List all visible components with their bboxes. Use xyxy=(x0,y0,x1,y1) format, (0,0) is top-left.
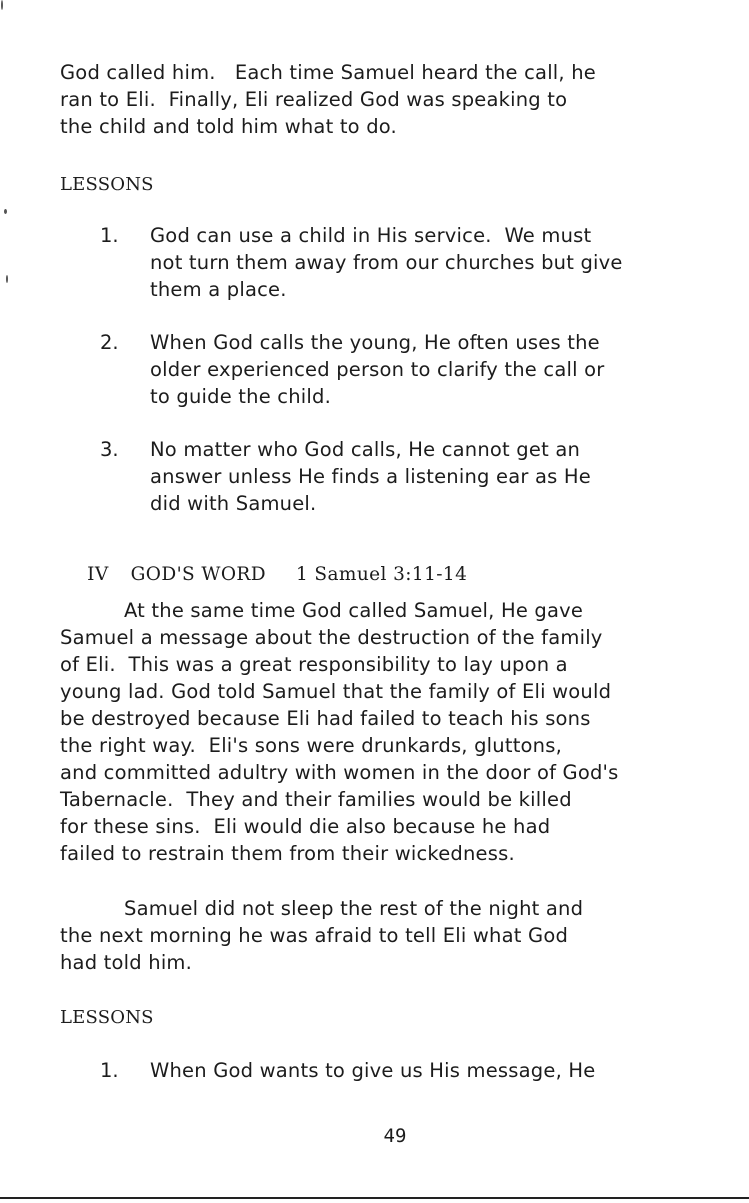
lessons-heading xyxy=(60,1004,720,1031)
lesson-number: 1. xyxy=(100,224,119,247)
lesson-line: No matter who God calls, He cannot get an xyxy=(150,438,581,461)
lesson-line: not turn them away from our churches but give xyxy=(150,251,623,274)
scan-speck xyxy=(6,275,8,283)
lesson-line: older experienced person to clarify the call or xyxy=(150,358,605,381)
lessons-heading xyxy=(60,171,720,198)
scan-speck xyxy=(4,209,7,214)
paragraph-line: young lad. God told Samuel that the family of Eli would xyxy=(60,680,612,703)
lesson-number: 1. xyxy=(100,1059,119,1082)
paragraph-line: of Eli. This was a great responsibility to lay upon a xyxy=(60,653,568,676)
lesson-text xyxy=(150,436,730,517)
lesson-text xyxy=(150,329,730,410)
paragraph-line: the next morning he was afraid to tell Eli what God xyxy=(60,924,569,947)
paragraph-line: the right way. Eli's sons were drunkards, gluttons, xyxy=(60,734,562,757)
intro-paragraph xyxy=(60,59,720,140)
lesson-line: them a place. xyxy=(150,278,287,301)
lesson-line: did with Samuel. xyxy=(150,492,317,515)
lessons-heading-text: LESSONS xyxy=(60,174,154,195)
body-paragraph xyxy=(60,597,720,867)
paragraph-line: failed to restrain them from their wickedness. xyxy=(60,842,515,865)
page-edge-line xyxy=(0,1197,749,1199)
lesson-line: answer unless He finds a listening ear as He xyxy=(150,465,591,488)
lesson-text xyxy=(150,1057,730,1084)
lesson-number: 2. xyxy=(100,331,119,354)
lesson-line: When God calls the young, He often uses the xyxy=(150,331,600,354)
page-number: 49 xyxy=(383,1125,407,1147)
lesson-line: to guide the child. xyxy=(150,385,331,408)
lesson-line: God can use a child in His service. We must xyxy=(150,224,592,247)
paragraph-line: and committed adultry with women in the door of God's xyxy=(60,761,619,784)
lessons-heading-text: LESSONS xyxy=(60,1007,154,1028)
intro-line: God called him. Each time Samuel heard the call, he xyxy=(60,61,596,84)
paragraph-line: be destroyed because Eli had failed to teach his sons xyxy=(60,707,591,730)
scripture-reference: 1 Samuel 3:11-14 xyxy=(295,564,468,585)
body-paragraph xyxy=(60,895,720,976)
scan-speck xyxy=(1,0,3,10)
lesson-number: 3. xyxy=(100,438,119,461)
paragraph-line: had told him. xyxy=(60,951,193,974)
paragraph-line: Samuel a message about the destruction of the family xyxy=(60,626,603,649)
lesson-text xyxy=(150,222,730,303)
intro-line: the child and told him what to do. xyxy=(60,115,397,138)
paragraph-line: Samuel did not sleep the rest of the night and xyxy=(60,897,584,920)
lesson-line: When God wants to give us His message, He xyxy=(150,1059,596,1082)
section-numeral: IV xyxy=(87,564,109,585)
intro-line: ran to Eli. Finally, Eli realized God was speaking to xyxy=(60,88,568,111)
section-title: GOD'S WORD xyxy=(130,564,266,585)
paragraph-line: for these sins. Eli would die also because he had xyxy=(60,815,551,838)
paragraph-line: Tabernacle. They and their families would be killed xyxy=(60,788,572,811)
paragraph-line: At the same time God called Samuel, He gave xyxy=(60,599,584,622)
